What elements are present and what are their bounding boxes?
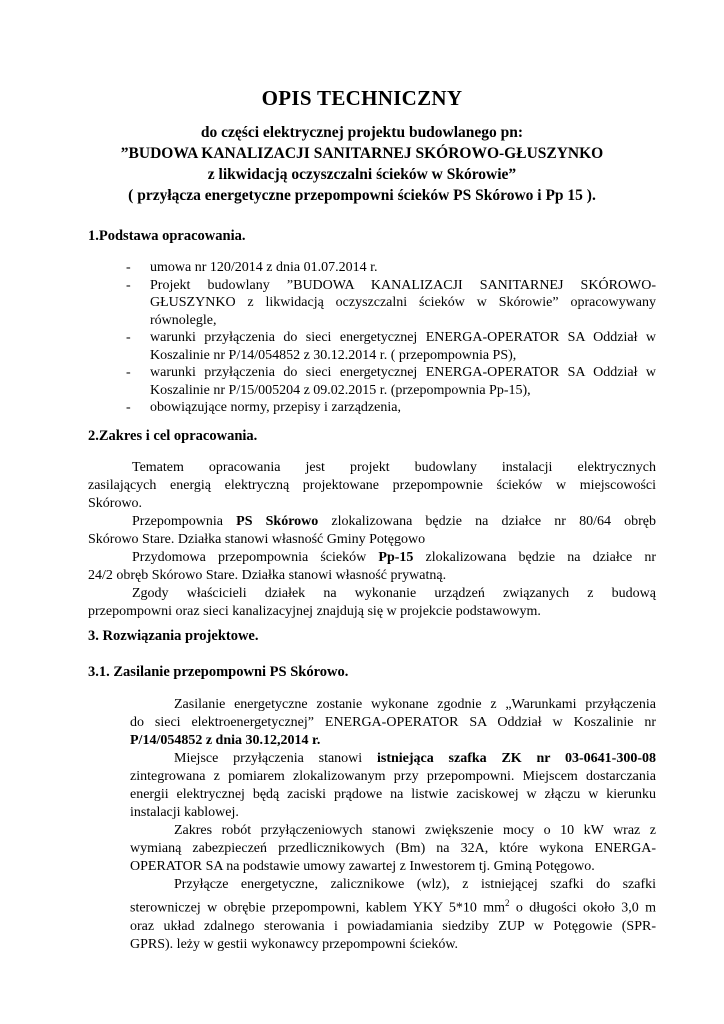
text-line: do sieci elektroenergetycznej” ENERGA-OPERATOR SA Oddział w Koszalinie nr <box>130 715 656 730</box>
text-line: Przepompownia PS Skórowo zlokalizowana będzie na działce nr 80/64 obręb <box>132 514 657 529</box>
text-line: Zasilanie energetyczne zostanie wykonane zgodnie z „Warunkami przyłączenia <box>174 697 656 712</box>
section-1-heading: 1.Podstawa opracowania. <box>88 228 246 244</box>
list-item: - Projekt budowlany ”BUDOWA KANALIZACJI SANITARNEJ SKÓROWO-GŁUSZYNKO z likwidacją oczyszczalni ścieków w Skórowie” opracowywany równolegle, <box>126 277 656 328</box>
document-title: OPIS TECHNICZNY <box>261 86 463 110</box>
text-line: Skórowo. <box>88 496 143 511</box>
list-item: - obowiązujące normy, przepisy i zarządzenia, <box>126 400 401 415</box>
text-line: Przydomowa przepompownia ścieków Pp-15 zlokalizowana będzie na działce nr <box>132 550 657 565</box>
text-line: Skórowo Stare. Działka stanowi własność Gminy Potęgowo <box>88 532 426 547</box>
text-line: OPERATOR SA na podstawie umowy zawartej z Inwestorem tj. Gminą Potęgowo. <box>130 859 595 874</box>
subtitle-line: ( przyłącza energetyczne przepompowni ścieków PS Skórowo i Pp 15 ). <box>128 187 596 204</box>
section-2-body <box>88 459 656 621</box>
text-line: Miejsce przyłączenia stanowi istniejąca szafka ZK nr 03-0641-300-08 <box>174 751 656 766</box>
text-line: 24/2 obręb Skórowo Stare. Działka stanowi własność prywatną. <box>88 568 447 583</box>
station-name: PS Skórowo <box>236 514 319 529</box>
list-item: - umowa nr 120/2014 z dnia 01.07.2014 r. <box>126 260 378 275</box>
text-line: Zgody właścicieli działek na wykonanie urządzeń związanych z budową <box>132 586 656 601</box>
section-2-heading: 2.Zakres i cel opracowania. <box>88 428 258 444</box>
text-line: energii elektrycznej będą zaciski prądowe na listwie zaciskowej w złączu w kierunku <box>130 787 656 802</box>
text-line: oraz układ zdalnego sterowania i powiadamiania siedziby ZUP w Potęgowie (SPR- <box>130 918 656 934</box>
text-line: Przyłącze energetyczne, zalicznikowe (wlz), z istniejącej szafki do szafki <box>174 877 656 892</box>
section-3-1-heading: 3.1. Zasilanie przepompowni PS Skórowo. <box>88 664 349 680</box>
section-1-list <box>126 259 656 417</box>
subtitle-line: ”BUDOWA KANALIZACJI SANITARNEJ SKÓROWO-GŁUSZYNKO <box>120 145 604 162</box>
text-line: P/14/054852 z dnia 30.12,2014 r. <box>130 733 321 748</box>
text-line: sterowniczej w obrębie przepompowni, kablem YKY 5*10 $mm^2$ o długości około 3,0 m <box>130 898 656 916</box>
text-line: wymianą zabezpieczeń przedlicznikowych (Bm) na 32A, które wykona ENERGA- <box>130 841 656 856</box>
document-subtitle <box>60 122 664 206</box>
text-line: zasilających energią elektryczną projektowane przepompownie ścieków w miejscowości <box>88 478 656 493</box>
section-3-heading: 3. Rozwiązania projektowe. <box>88 628 259 644</box>
section-3-1-body <box>130 696 656 954</box>
subtitle-line: do części elektrycznej projektu budowlanego pn: <box>200 124 524 141</box>
text-line: Tematem opracowania jest projekt budowlany instalacji elektrycznych <box>132 460 656 475</box>
text-line: GPRS). leży w gestii wykonawcy przepompowni ścieków. <box>130 936 459 952</box>
subtitle-line: z likwidacją oczyszczalni ścieków w Skórowie” <box>207 166 517 183</box>
list-item: - warunki przyłączenia do sieci energetycznej ENERGA-OPERATOR SA Oddział w Koszalinie nr P/14/054852 z 30.12.2014 r. ( przepompownia PS), <box>126 330 656 363</box>
station-name: Pp-15 <box>378 550 414 565</box>
text-line: Zakres robót przyłączeniowych stanowi zwiększenie mocy o 10 kW wraz z <box>174 823 656 838</box>
text-line: przepompowni oraz sieci kanalizacyjnej znajdują się w projekcie podstawowym. <box>88 604 541 619</box>
text-line: zintegrowana z pomiarem zlokalizowanym przy przepompowni. Miejscem dostarczania <box>130 769 656 784</box>
text-line: instalacji kablowej. <box>130 805 239 820</box>
list-item: - warunki przyłączenia do sieci energetycznej ENERGA-OPERATOR SA Oddział w Koszalinie nr P/15/005204 z 09.02.2015 r. (przepompownia Pp-15), <box>126 365 656 398</box>
